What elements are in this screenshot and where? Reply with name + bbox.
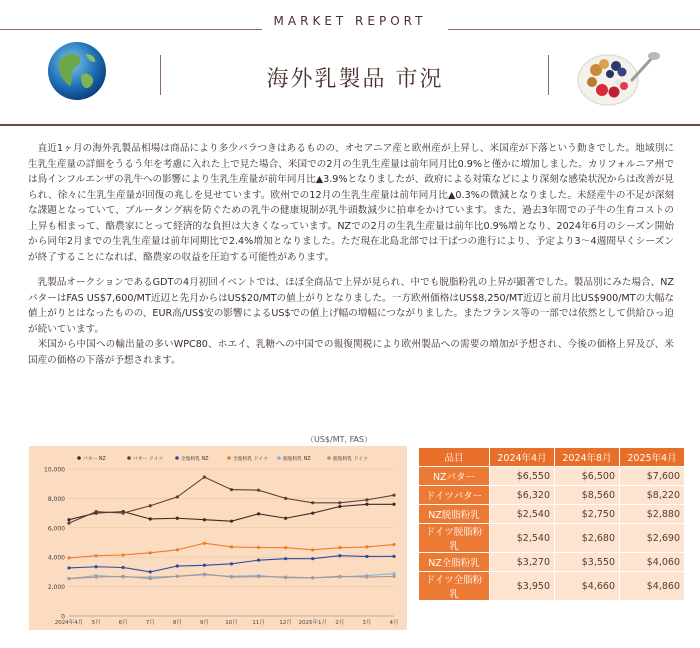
data-point xyxy=(122,512,125,515)
col-header-item: 品目 xyxy=(419,448,489,466)
y-tick-label: 6,000 xyxy=(47,525,65,533)
y-tick-label: 0 xyxy=(61,613,65,621)
divider-right xyxy=(548,55,549,95)
data-point xyxy=(365,503,368,506)
x-tick-label: 12月 xyxy=(279,620,292,626)
data-point xyxy=(365,498,368,501)
data-point xyxy=(311,548,314,551)
price-cell: $8,220 xyxy=(620,486,684,504)
price-cell: $7,600 xyxy=(620,467,684,485)
data-point xyxy=(284,575,287,578)
x-tick-label: 9月 xyxy=(199,620,209,626)
header-rule-left xyxy=(0,29,262,30)
article-body xyxy=(28,141,674,368)
data-point xyxy=(338,554,341,557)
data-point xyxy=(284,546,287,549)
x-tick-label: 3月 xyxy=(362,620,372,626)
x-tick-label: 6月 xyxy=(118,620,128,626)
data-point xyxy=(392,543,395,546)
price-cell: $3,950 xyxy=(490,572,554,600)
x-tick-label: 5月 xyxy=(91,620,101,626)
data-point xyxy=(203,573,206,576)
data-point xyxy=(311,557,314,560)
data-point xyxy=(67,518,70,521)
data-point xyxy=(257,546,260,549)
data-point xyxy=(149,504,152,507)
paragraph-gdt: 乳製品オークションであるGDTの4月初回イベントでは、ほぼ全商品で上昇が見られ、中でも脱脂粉乳の上昇が顕著でした。製品別にみた場合、NZバターはFAS US$7,600/MT近辺と先月からはUS$20/MTの値上がりとなりました。一方欧州価格はUS$8,250/MT近辺と前月比US$900/MTの大幅な値上がりとはなったものの、EUR高/US$安の影響によるUS$での値上げ幅の増幅につながりました。またフランス等の一部では依然として供給ひっ迫が続いています。 xyxy=(28,277,674,335)
col-header-2024-04: 2024年4月 xyxy=(490,448,554,466)
globe-icon xyxy=(46,40,108,102)
data-point xyxy=(338,546,341,549)
data-point xyxy=(149,551,152,554)
y-tick-label: 8,000 xyxy=(47,495,65,503)
x-tick-label: 11月 xyxy=(252,620,265,626)
table-row xyxy=(419,524,684,552)
data-point xyxy=(149,517,152,520)
data-point xyxy=(284,557,287,560)
price-cell: $4,860 xyxy=(620,572,684,600)
data-point xyxy=(230,575,233,578)
data-point xyxy=(122,566,125,569)
row-label: NZ脱脂粉乳 xyxy=(419,505,489,523)
chart-unit-label: （US$/MT, FAS） xyxy=(306,435,373,444)
data-point xyxy=(392,494,395,497)
price-cell: $6,500 xyxy=(555,467,619,485)
data-point xyxy=(284,497,287,500)
price-cell: $2,750 xyxy=(555,505,619,523)
data-point xyxy=(338,575,341,578)
legend-label: 脱脂粉乳 ドイツ xyxy=(333,457,368,462)
price-table xyxy=(418,447,685,601)
x-tick-label: 8月 xyxy=(172,620,182,626)
legend-marker xyxy=(227,456,231,460)
legend-marker xyxy=(327,456,331,460)
price-cell: $2,680 xyxy=(555,524,619,552)
legend-label: 全脂粉乳 ドイツ xyxy=(233,457,268,462)
table-row xyxy=(419,553,684,571)
x-tick-label: 2024年4月 xyxy=(54,620,84,626)
data-point xyxy=(230,562,233,565)
col-header-2024-08: 2024年8月 xyxy=(555,448,619,466)
x-tick-label: 7月 xyxy=(145,620,155,626)
data-point xyxy=(176,517,179,520)
price-cell: $6,550 xyxy=(490,467,554,485)
row-label: NZバター xyxy=(419,467,489,485)
table-row xyxy=(419,572,684,600)
x-tick-label: 2月 xyxy=(335,620,345,626)
data-point xyxy=(122,575,125,578)
data-point xyxy=(122,553,125,556)
row-label: ドイツバター xyxy=(419,486,489,504)
legend-label: バター NZ xyxy=(83,457,106,462)
row-label: ドイツ脱脂粉乳 xyxy=(419,524,489,552)
data-point xyxy=(94,575,97,578)
data-point xyxy=(176,495,179,498)
yogurt-bowl-icon xyxy=(574,40,664,110)
data-point xyxy=(67,556,70,559)
data-point xyxy=(94,554,97,557)
data-point xyxy=(257,559,260,562)
data-point xyxy=(67,577,70,580)
data-point xyxy=(203,518,206,521)
header-bottom-rule xyxy=(0,124,700,126)
legend-label: バター ドイツ xyxy=(133,457,164,462)
x-tick-label: 4月 xyxy=(389,620,399,626)
legend-label: 脱脂粉乳 NZ xyxy=(283,457,311,462)
data-point xyxy=(230,488,233,491)
row-label: NZ全脂粉乳 xyxy=(419,553,489,571)
data-point xyxy=(257,575,260,578)
data-point xyxy=(176,564,179,567)
y-tick-label: 10,000 xyxy=(44,466,65,474)
data-point xyxy=(203,564,206,567)
legend-marker xyxy=(127,456,131,460)
data-point xyxy=(392,555,395,558)
price-cell: $3,550 xyxy=(555,553,619,571)
y-tick-label: 4,000 xyxy=(47,554,65,562)
data-point xyxy=(230,545,233,548)
data-point xyxy=(365,575,368,578)
data-point xyxy=(257,512,260,515)
data-point xyxy=(311,576,314,579)
header-rule-right xyxy=(448,29,700,30)
data-point xyxy=(392,572,395,575)
x-tick-label: 2025年1月 xyxy=(298,620,327,626)
price-cell: $4,060 xyxy=(620,553,684,571)
data-point xyxy=(67,521,70,524)
data-point xyxy=(365,555,368,558)
table-row xyxy=(419,467,684,485)
data-point xyxy=(257,489,260,492)
col-header-2025-04: 2025年4月 xyxy=(620,448,684,466)
chart-background xyxy=(29,446,407,630)
price-cell: $2,540 xyxy=(490,524,554,552)
data-point xyxy=(149,577,152,580)
data-point xyxy=(94,565,97,568)
data-point xyxy=(365,545,368,548)
page-title: 海外乳製品 市況 xyxy=(266,67,444,92)
data-point xyxy=(230,520,233,523)
data-point xyxy=(176,548,179,551)
data-point xyxy=(203,475,206,478)
legend-marker xyxy=(77,456,81,460)
table-row xyxy=(419,505,684,523)
price-line-chart xyxy=(29,446,407,630)
x-tick-label: 10月 xyxy=(225,620,238,626)
price-cell: $2,880 xyxy=(620,505,684,523)
data-point xyxy=(284,517,287,520)
data-point xyxy=(176,575,179,578)
price-cell: $6,320 xyxy=(490,486,554,504)
y-tick-label: 2,000 xyxy=(47,584,65,592)
price-cell: $2,690 xyxy=(620,524,684,552)
table-header-row xyxy=(419,448,684,466)
data-point xyxy=(149,570,152,573)
data-point xyxy=(338,501,341,504)
table-row xyxy=(419,486,684,504)
row-label: ドイツ全脂粉乳 xyxy=(419,572,489,600)
price-cell: $2,540 xyxy=(490,505,554,523)
data-point xyxy=(311,512,314,515)
data-point xyxy=(67,566,70,569)
legend-label: 全脂粉乳 NZ xyxy=(181,457,209,462)
legend-marker xyxy=(175,456,179,460)
paragraph-outlook: 米国から中国への輸出量の多いWPC80、ホエイ、乳糖への中国での報復関税により欧州製品への需要の増加が予想され、今後の価格上昇及び、米国産の価格の下落が予想されます。 xyxy=(28,339,674,366)
price-cell: $8,560 xyxy=(555,486,619,504)
data-point xyxy=(311,501,314,504)
price-cell: $4,660 xyxy=(555,572,619,600)
legend-marker xyxy=(277,456,281,460)
paragraph-supply: 直近1ヶ月の海外乳製品相場は商品により多少バラつきはあるものの、オセアニア産と欧州産が上昇し、米国産が下落という動きでした。地域別に生乳生産量の詳細をうるう年を考慮に入れた上で見た場合、米国での2月の生乳生産量は前年同月比0.9%と僅かに増加しました。カリフォルニア州では鳥インフルエンザの乳牛への影響により生乳生産量が前年同月比▲3.9%となりましたが、政府による対策などにより深刻な感染状況からは改善が見られ、徐々に生乳生産量が回復の兆しを見せています。欧州での12月の生乳生産量は前年同月比▲0.3%の微減となりました。未経産牛の不足が深刻な課題となっていて、ブルータング病を防ぐための乳牛の健康規制が乳牛頭数減少に拍車をかけています。また、過去3年間での子牛の生育コストの上昇も相まって、酪農家にとって経済的な負担は大きくなっています。NZでの2月の生乳生産量は前年比0.9%増となり、2024年6月のシーズン開始から同年2月までの生乳生産量は前年同期比で2.4%増加となりました。ただ現在北島北部では干ばつの進行により、予定より3～4週間早くシーズンが終了することになれば、酪農家の収益を圧迫する可能性があります。 xyxy=(28,143,674,263)
data-point xyxy=(392,503,395,506)
report-label: MARKET REPORT xyxy=(273,14,427,28)
data-point xyxy=(392,575,395,578)
price-cell: $3,270 xyxy=(490,553,554,571)
data-point xyxy=(94,510,97,513)
data-point xyxy=(338,505,341,508)
data-point xyxy=(203,542,206,545)
